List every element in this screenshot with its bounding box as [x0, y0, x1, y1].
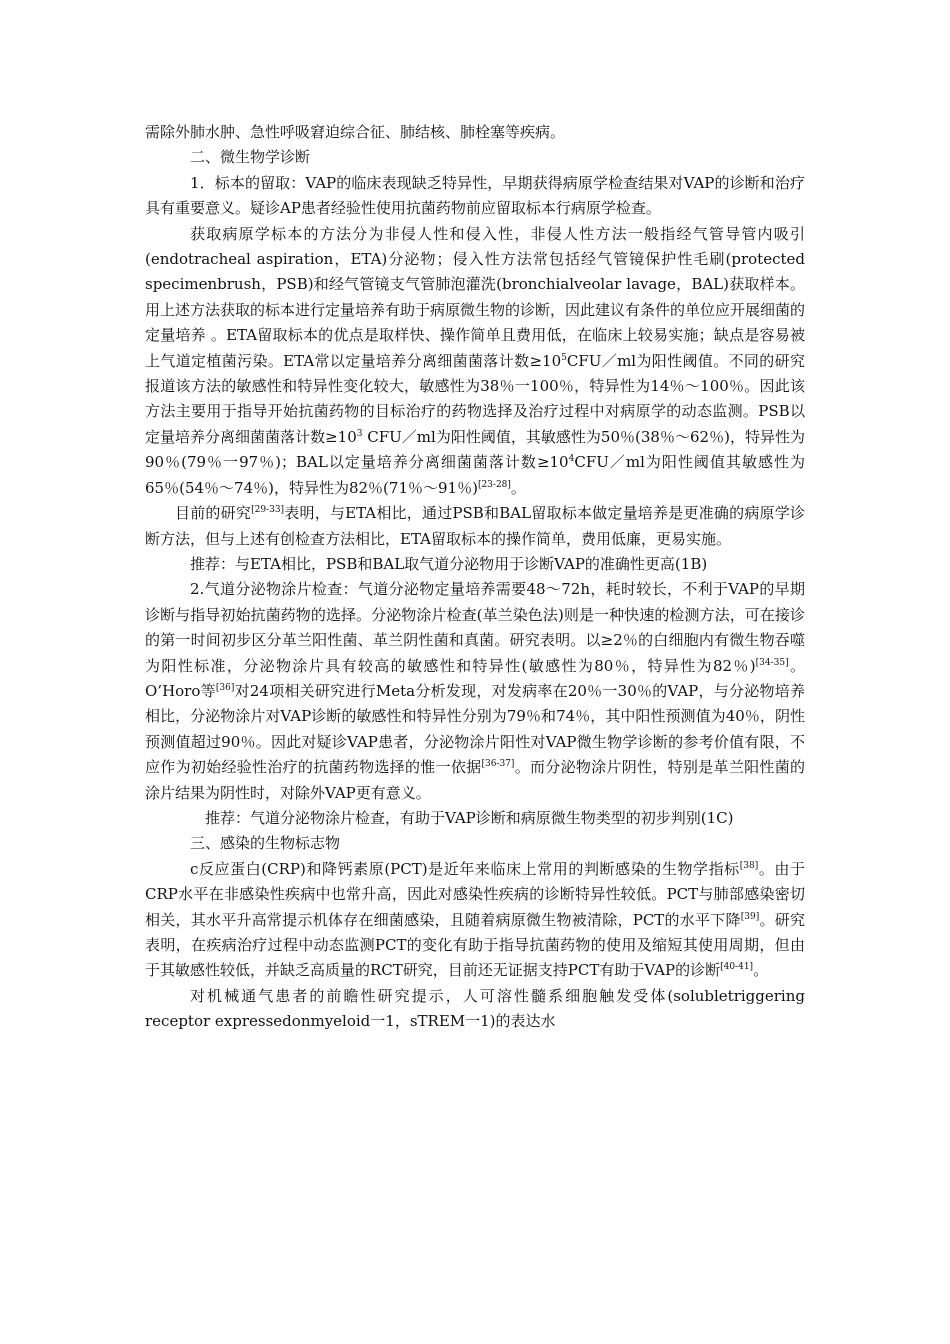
citation: [29-33] — [251, 505, 285, 516]
paragraph-continuation: 需除外肺水肿、急性呼吸窘迫综合征、肺结核、肺栓塞等疾病。 — [145, 123, 566, 141]
paragraph-sampling-methods: 获取病原学标本的方法分为非侵人性和侵入性，非侵人性方法一般指经气管导管内吸引(endotracheal aspiration，ETA)分泌物；侵入性方法常包括经气管镜保护性毛刷(protected specimenbrush，PSB)和经气管镜支气管肺泡灌洗(bronchialveolar lavage，BAL)获取样本。用上述方法获取的标本进行定量培养有助于病原微生物的诊断，因此建议有条件的单位应开展细菌的定量培养 。ETA留取标本的优点是取样快、操作简单且费用低，在临床上较易实施；缺点是容易被上气道定植菌污染。ETA常以定量培养分离细菌菌落计数$\ge 10^5CFU/ml$为阳性阈值。不同的研究报道该方法的敏感性和特异性变化较大，敏感性为38％一100％，特异性为14％～100％。因此该方法主要用于指导开始抗菌药物的目标治疗的药物选择及治疗过程中对病原学的动态监测。PSB以定量培养分离细菌菌落计数$\ge 10^3$ CFU／ml为阳性阈值，其敏感性为50％(38％～62％)，特异性为90％(79％一97％)；BAL以定量培养分离细菌菌落计数$\ge 10^4CFU/ml$为阳性阈值其敏感性为65％(54％～74％)，特异性为82％(71％～91％)[23-28]。 — [145, 224, 806, 497]
paragraph-crp-pct: c反应蛋白(CRP)和降钙素原(PCT)是近年来临床上常用的判断感染的生物学指标[38]。由于CRP水平在非感染性疾病中也常升高，因此对感染性疾病的诊断特异性较低。PCT与肺部感染密切相关，其水平升高常提示机体存在细菌感染，且随着病原微生物被清除，PCT的水平下降[39]。研究表明，在疾病治疗过程中动态监测PCT的变化有助于指导抗菌药物的使用及缩短其使用周期，但由于其敏感性较低，并缺乏高质量的RCT研究，目前还无证据支持PCT有助于VAP的诊断[40-41]。 — [145, 859, 805, 980]
paragraph-strem: 对机械通气患者的前瞻性研究提示，人可溶性髓系细胞触发受体(solubletriggering receptor expressedonmyeloid一1，sTREM一1)的表达水 — [145, 986, 805, 1031]
document-page — [145, 120, 805, 1035]
citation: [40-41] — [720, 962, 754, 973]
citation: [36] — [215, 682, 235, 693]
recommendation-2: 推荐：气道分泌物涂片检查，有助于VAP诊断和病原微生物类型的初步判别(1C) — [205, 808, 734, 827]
citation: [36-37] — [481, 759, 515, 770]
paragraph-current-research: 目前的研究[29-33]表明，与ETA相比，通过PSB和BAL留取标本做定量培养是更准确的病原学诊断方法，但与上述有创检查方法相比，ETA留取标本的操作简单，费用低廉，更易实施。 — [145, 504, 805, 548]
citation: [38] — [739, 860, 759, 871]
section-heading-microbiology: 二、微生物学诊断 — [190, 148, 311, 167]
citation: [34-35] — [755, 657, 789, 668]
section-heading-biomarkers: 三、感染的生物标志物 — [190, 834, 341, 853]
citation: [39] — [740, 911, 760, 922]
recommendation-1: 推荐：与ETA相比，PSB和BAL取气道分泌物用于诊断VAP的准确性更高(1B) — [190, 554, 708, 573]
citation: [23-28] — [477, 479, 511, 490]
paragraph-smear-test: 2.气道分泌物涂片检查：气道分泌物定量培养需要48～72h，耗时较长，不利于VAP的早期诊断与指导初始抗菌药物的选择。分泌物涂片检查(革兰染色法)则是一种快速的检测方法，可在接诊的第一时间初步区分革兰阳性菌、革兰阴性菌和真菌。研究表明。以≥2％的白细胞内有微生物吞噬为阳性标准，分泌物涂片具有较高的敏感性和特异性(敏感性为80％，特异性为82％)[34-35]。O’Horo等[36]对24项相关研究进行Meta分析发现，对发病率在20％一30％的VAP，与分泌物培养相比，分泌物涂片对VAP诊断的敏感性和特异性分别为79％和74％，其中阳性预测值为40％，阴性预测值超过90％。因此对疑诊VAP患者，分泌物涂片阳性对VAP微生物学诊断的参考价值有限，不应作为初始经验性治疗的抗菌药物选择的惟一依据[36-37]。而分泌物涂片阴性，特别是革兰阳性菌的涂片结果为阴性时，对除外VAP更有意义。 — [145, 580, 805, 802]
paragraph-specimen-collection: 1．标本的留取：VAP的临床表现缺乏特异性，早期获得病原学检查结果对VAP的诊断和治疗具有重要意义。疑诊AP患者经验性使用抗菌药物前应留取标本行病原学检查。 — [145, 173, 805, 218]
